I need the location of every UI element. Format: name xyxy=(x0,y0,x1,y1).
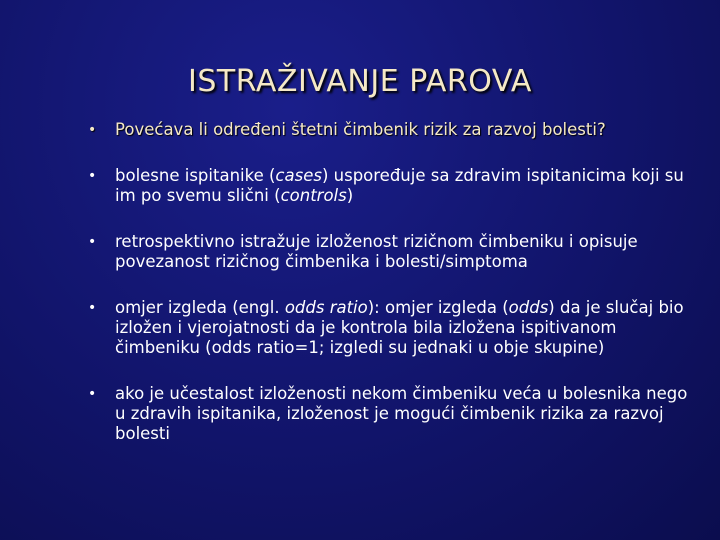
bullet-dot-icon: • xyxy=(88,168,97,184)
bullet-item-exposure xyxy=(88,384,688,444)
bullet-item-cases-controls xyxy=(88,166,688,206)
bullet-list xyxy=(88,120,688,444)
bullet-dot-icon: • xyxy=(88,386,97,402)
bullet-item-odds-ratio xyxy=(88,298,688,358)
bullet-dot-icon: • xyxy=(88,122,97,138)
bullet-dot-icon: • xyxy=(88,300,97,316)
term-controls: controls xyxy=(280,186,347,205)
term-odds-ratio: odds ratio xyxy=(284,298,368,317)
bullet-text-part: ) xyxy=(346,186,354,205)
bullet-text: retrospektivno istražuje izloženost rizičnom čimbeniku i opisuje povezanost rizičnog čimbenika i bolesti/simptoma xyxy=(115,232,638,271)
bullet-text-part: ) uspoređuje sa zdravim ispitanicima koji su im po svemu slični ( xyxy=(115,166,684,205)
term-cases: cases xyxy=(275,166,322,185)
bullet-item-question xyxy=(88,120,688,140)
slide-title: ISTRAŽIVANJE PAROVA xyxy=(188,64,532,99)
bullet-text-part: bolesne ispitanike ( xyxy=(115,166,276,185)
bullet-text-part: omjer izgleda (engl. xyxy=(115,298,285,317)
bullet-text-part: ) da je slučaj bio izložen i vjerojatnosti da je kontrola bila izložena ispitivanom čimbeniku (odds ratio=1; izgledi su jednaki u obje skupine) xyxy=(115,298,684,357)
bullet-text: ako je učestalost izloženosti nekom čimbeniku veća u bolesnika nego u zdravih ispitanika, izloženost je mogući čimbenik rizika za razvoj bolesti xyxy=(115,384,688,443)
bullet-text: Povećava li određeni štetni čimbenik rizik za razvoj bolesti? xyxy=(115,120,606,139)
bullet-item-retrospective xyxy=(88,232,688,272)
term-odds: odds xyxy=(508,298,549,317)
bullet-text-part: ): omjer izgleda ( xyxy=(367,298,509,317)
bullet-dot-icon: • xyxy=(88,234,97,250)
